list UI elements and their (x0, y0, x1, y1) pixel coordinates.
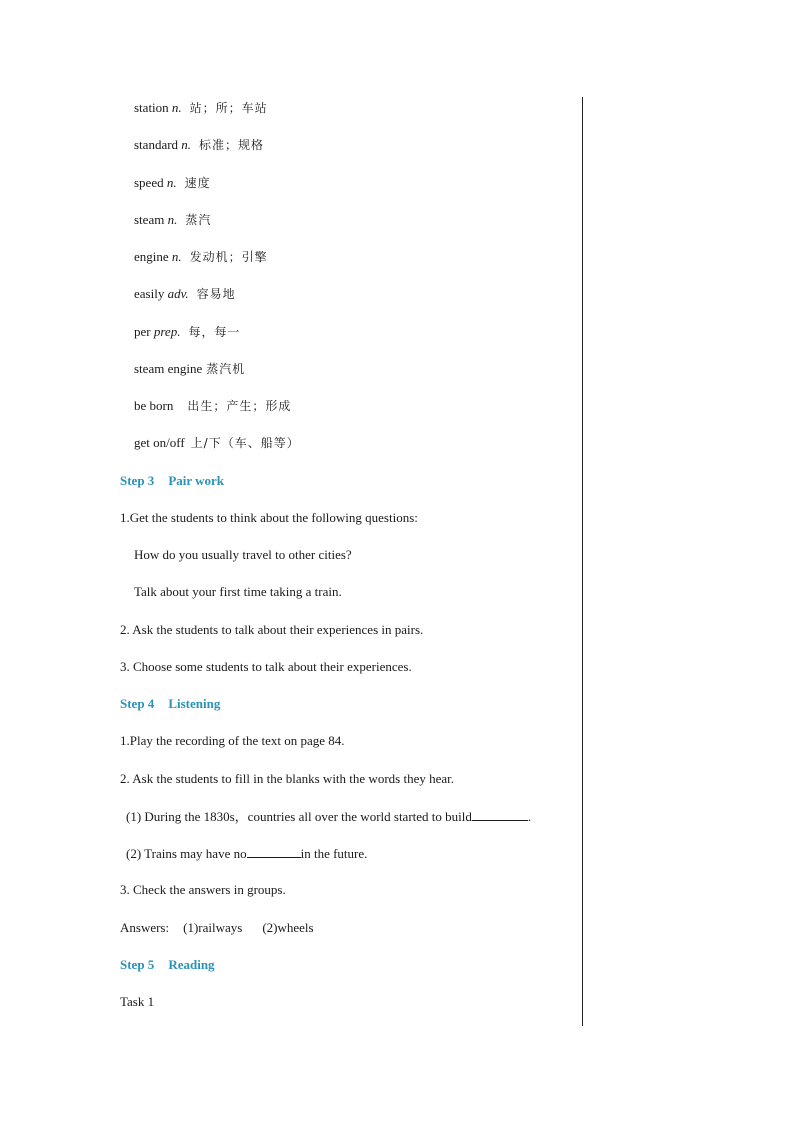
question-item: How do you usually travel to other cities? (134, 547, 352, 562)
vocab-item: station n. 站；所；车站 (134, 100, 268, 115)
vocab-item: speed n. 速度 (134, 175, 211, 190)
task-label: Task 1 (120, 994, 155, 1009)
table-border-line (582, 97, 583, 1026)
fill-blank-item: (2) Trains may have no in the future. (126, 846, 368, 861)
fill-blank-item: (1) During the 1830s，countries all over the world started to build . (126, 809, 532, 824)
vocab-item: steam engine 蒸汽机 (134, 361, 246, 376)
step-heading: Step 3 Pair work (120, 473, 225, 488)
step-heading: Step 4 Listening (120, 696, 221, 711)
instruction-item: 2. Ask the students to fill in the blanks with the words they hear. (120, 771, 454, 786)
vocab-item: standard n. 标准；规格 (134, 137, 265, 152)
answers-line: Answers: (1)railways (2)wheels (120, 920, 314, 935)
instruction-item: 3. Choose some students to talk about their experiences. (120, 659, 412, 674)
instruction-item: 3. Check the answers in groups. (120, 882, 286, 897)
question-item: Talk about your first time taking a train. (134, 584, 342, 599)
vocab-item: get on/off 上/下（车、船等） (134, 435, 300, 450)
vocab-item: steam n. 蒸汽 (134, 212, 212, 227)
vocab-item: per prep. 每，每一 (134, 324, 241, 339)
vocab-item: be born 出生；产生；形成 (134, 398, 292, 413)
answer-blank (247, 845, 301, 858)
instruction-item: 1.Get the students to think about the following questions: (120, 510, 418, 525)
step-heading: Step 5 Reading (120, 957, 215, 972)
vocab-item: engine n. 发动机；引擎 (134, 249, 268, 264)
instruction-item: 2. Ask the students to talk about their experiences in pairs. (120, 622, 424, 637)
vocab-item: easily adv. 容易地 (134, 286, 236, 301)
instruction-item: 1.Play the recording of the text on page 84. (120, 733, 345, 748)
answer-blank (472, 808, 528, 821)
